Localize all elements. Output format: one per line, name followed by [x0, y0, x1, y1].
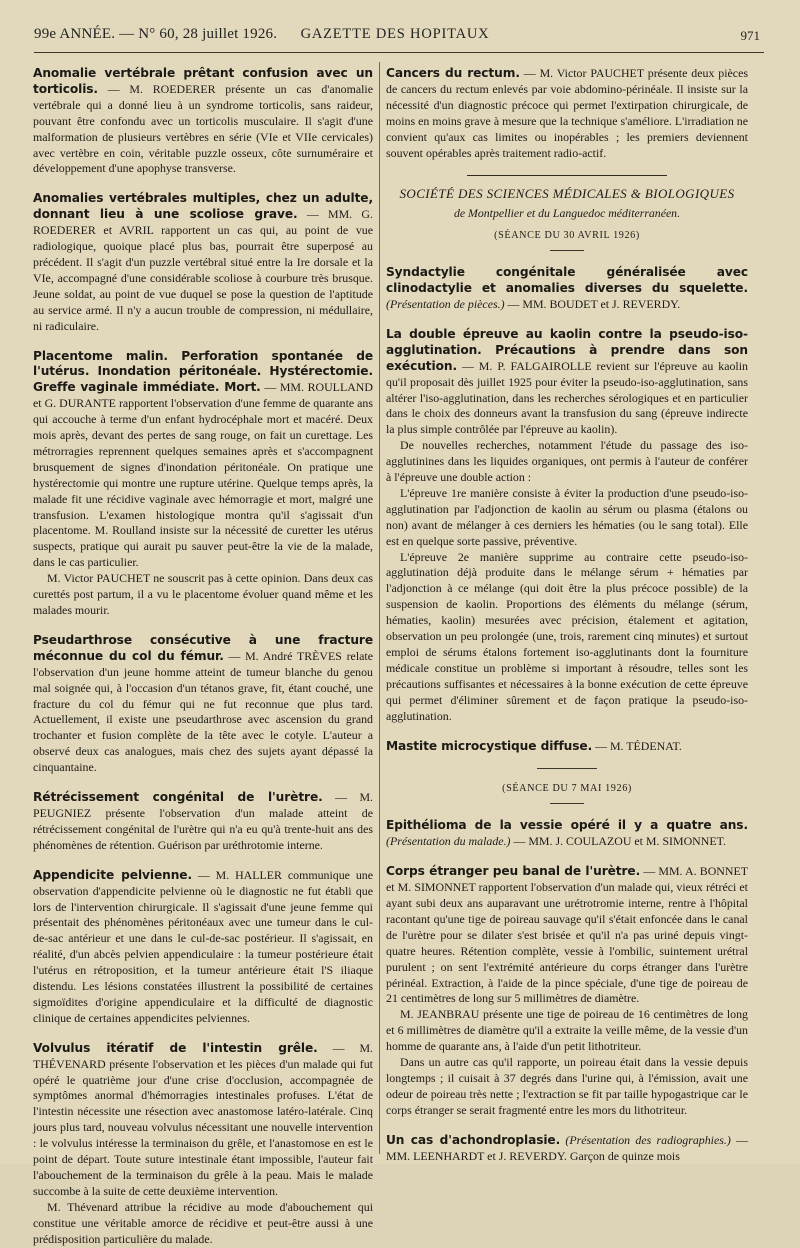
- article-title: Anomalies vertébrales multiples, chez un adulte, donnant lieu à une scoliose grave.: [33, 191, 373, 222]
- paragraph-text: Dans un autre cas qu'il rapporte, un poireau était dans la vessie depuis longtemps ; il cuisait à 37 degrés dans l'urine qui, à l'émission, avait une odeur de poireau très nette ; l'extraction se fit par taille hypogastrique car le corps étranger se serait fragmenté entre les mors du lithotriteur.: [386, 1055, 748, 1117]
- paragraph-text: M. JEANBRAU présente une tige de poireau de 16 centimètres de long et 6 millimètres de diamètre qu'il a extraite la veille même, de la vessie d'un homme de quarante ans, à l'aide d'un petit lithotriteur.: [386, 1007, 748, 1054]
- article-paragraph: [33, 1200, 373, 1248]
- article-paragraph: [386, 1055, 748, 1119]
- paragraph-text: — M. HALLER communique une observation d'appendicite pelvienne où le diagnostic ne fut établi que lors de l'intervention chirurgicale. Il s'agissait d'une jeune femme qui présentait des phénomènes péritonéaux avec une tumeur dans le cul-de-sac antérieur et une dans le cul-de-sac postérieur. Il s'agissait, en réalité, d'un abcès pelvien appendiculaire : la tumeur postérieure était l'utérus en rétroposition, et la tumeur antérieure était l'S iliaque distendu. Les lésions constatées illustrent la possibilité de certaines sigmoïdites d'origine appendiculaire et la difficulté de diagnostic clinique de certaines appendicites pelviennes.: [33, 867, 373, 1025]
- article: [386, 1133, 748, 1165]
- journal-title: GAZETTE DES HOPITAUX: [300, 26, 490, 42]
- paragraph-text: — M. André TRÈVES relate l'observation d'un jeune homme atteint de tumeur blanche du genou mal soignée qui, à l'occasion d'un tétanos grave, fit, étant couché, une fracture du col du fémur qui ne fut reconnue que plus tard. Actuellement, il existe une pseudarthrose avec ascension du grand trochanter et fusion complète de la tête avec le cotyle. L'auteur a observé deux cas analogues, mais chez des sujets ayant dépassé la cinquantaine.: [33, 648, 373, 775]
- article-paragraph: [33, 66, 373, 177]
- article-paragraph: [386, 550, 748, 725]
- rectum-article-block: [386, 66, 748, 161]
- article-note: (Présentation du malade.): [386, 834, 511, 849]
- paragraph-text: — MM. ROULLAND et G. DURANTE rapportent l'observation d'une femme de quarante ans qui accouche à terme d'un enfant hydrocéphale mort et macéré. Deux mois après, devant des pertes de sang rouge, on fait un curettage. Les métrorragies reprennent quelques semaines après et s'accompagnent brusquement de signes d'inondation péritonéale. On pratique une hystérectomie qui montre une rupture utérine. Quelque temps après, la malade fit une récidive vaginale avec hémorragie et mort, malgré une transfusion. L'examen histologique montra qu'il s'agissait d'un placentome. M. Roulland insiste sur la nécessité de curetter les utérus suspects, pratique qui aurait pu sauver peut-être la vie de la malade, dans le cas particulier.: [33, 380, 373, 570]
- article-paragraph: [386, 66, 748, 161]
- article-paragraph: [386, 739, 748, 755]
- article-note: (Présentation des radiographies.): [565, 1132, 731, 1147]
- article: [33, 349, 373, 619]
- paragraph-text: — M. THÉVENARD présente l'observation et les pièces d'un malade qui fut opéré le quatrième jour d'une crise d'occlusion, accompagnée de symptômes anormal d'hémorragies intestinales profuses. L'état de l'intestin nécessite une résection avec anastomose latéro-latérale. Cinq jours plus tard, nouveau volvulus nécessitant une nouvelle intervention : le volvulus intéresse la terminaison du grêle, et l'anastomose en est le point de départ. Toute suture intestinale étant impossible, l'auteur fait l'abouchement de la terminaison du grêle à la peau. Mais le malade succombe à la suite de cette deuxième intervention.: [33, 1040, 373, 1198]
- article-title: Corps étranger peu banal de l'urètre.: [386, 864, 641, 879]
- page-number: 971: [740, 28, 760, 43]
- article: [386, 818, 748, 850]
- article-title: Syndactylie congénitale généralisée avec clinodactylie et anomalies diverses du squelette.: [386, 265, 748, 296]
- right-column: [386, 66, 748, 1163]
- society-header: [386, 175, 748, 222]
- seance-date-2: (SÉANCE DU 7 MAI 1926): [502, 783, 632, 795]
- header-rule: [34, 52, 764, 53]
- article-paragraph: [33, 571, 373, 619]
- article-title: Rétrécissement congénital de l'urètre.: [33, 790, 323, 805]
- article-paragraph: [386, 486, 748, 550]
- society-name: SOCIÉTÉ DES SCIENCES MÉDICALES & BIOLOGIQUES: [399, 186, 735, 202]
- paragraph-text: M. Victor PAUCHET ne souscrit pas à cette opinion. Dans deux cas curettés post partum, il a vu le placentome évoluer quand même et les malades mourir.: [33, 571, 373, 617]
- column-divider: [379, 62, 380, 1154]
- article-paragraph: [33, 349, 373, 572]
- article-paragraph: [386, 818, 748, 850]
- article: [33, 191, 373, 334]
- article-title: La double épreuve au kaolin contre la pseudo-iso-agglutination. Précautions à prendre dans son exécution.: [386, 326, 748, 373]
- paragraph-text: M. Thévenard attribue la récidive au mode d'abouchement qui constitue une véritable amorce de récidive et peut-être aussi à une prédisposition particulière du malade.: [33, 1199, 373, 1246]
- article-title: Anomalie vertébrale prêtant confusion avec un torticolis.: [33, 66, 373, 96]
- paragraph-text: — MM. A. BONNET et M. SIMONNET rapportent l'observation d'un malade qui, vieux rétréci et ayant subi deux ans auparavant une urétrotromie interne, rentre à l'hôpital racontant qu'une tige de poireau sauvage qu'il s'était enfoncée dans le canal de l'urètre pour se dilater s'est brisée et qu'il n'a pas uriné depuis vingt-quatre heures. Rétention complète, vessie à l'ombilic, suintement urétral purulent ; on sent l'extrémité antérieure du corps étranger dans l'urètre périnéal. Extraction, à l'aide de la pince spéciale, d'une tige de poireau de 21 centimètres de long sur 5 millimètres de diamètre.: [386, 864, 748, 1006]
- article-paragraph: [33, 633, 373, 776]
- article-paragraph: [386, 1007, 748, 1055]
- article-paragraph: [386, 265, 748, 313]
- article: [386, 327, 748, 725]
- seance-rule-2: [550, 803, 584, 804]
- article-title: Volvulus itératif de l'intestin grêle.: [33, 1040, 318, 1055]
- page-header: [30, 24, 760, 50]
- article-paragraph: [33, 191, 373, 334]
- paragraph-text: — MM. BOUDET et J. REVERDY.: [507, 296, 681, 311]
- paragraph-text: L'épreuve 2e manière supprime au contraire cette pseudo-iso-agglutination déjà produite dans le mélange sérum + hématies par l'adjonction à ce mélange (qui doit être la plus précoce possible) de la suspension de kaolin. Proportions des éléments du mélange (sérum, hématies, kaolin) mesurées avec précision, étalement et agitation, observation un peu prolongée (une, trois, rarement cinq minutes) et surtout emploi de sérums étalons fortement iso-agglutinants dont la fourniture médicale constitue un problème si important à résoudre, telles sont les précautions suffisantes et nécessaires à la bonne exécution de cette épreuve qui permet d'éliminer sûrement et de façon pratique la pseudo-iso-agglutination.: [386, 549, 748, 723]
- article-title: Appendicite pelvienne.: [33, 867, 192, 882]
- article-title: Cancers du rectum.: [386, 66, 520, 80]
- paragraph-text: — M. ROEDERER présente un cas d'anomalie vertébrale qui a donné lieu à un syndrome torticolis, sans raideur, pouvant être confondu avec un torticolis musculaire. Il s'agit d'une malformation de plusieurs vertèbres en série (VIe et VIIe cervicales) avec vertèbre en coin, véritable puzzle osseux, côte surnuméraire et développement d'une apophyse transverse.: [33, 81, 373, 176]
- paragraph-text: — MM. LEENHARDT et J. REVERDY. Garçon de quinze mois: [386, 1132, 748, 1163]
- paragraph-text: L'épreuve 1re manière consiste à éviter la production d'une pseudo-iso-agglutination par l'adjonction de kaolin au sérum ou plasma (étalons ou non) avant de mélanger à ces derniers les hématies (ou le sang total). Elle est en quelque sorte passive, préventive.: [386, 485, 748, 548]
- article: [33, 1041, 373, 1248]
- paragraph-text: — MM. G. ROEDERER et AVRIL rapportent un cas qui, au point de vue radiologique, quoique placé plus bas, pourrait être superposé au précédent. Il s'agit d'un puzzle vertébral situé entre la Ire dorsale et la VIe, accompagné d'une considérable scoliose à courbure très brusque. Jeune soldat, au point de vue duquel se pose la question de l'aptitude au service armé. Il n'y a aucun trouble de compression, ni médullaire, ni radiculaire.: [33, 207, 373, 333]
- left-column: [33, 66, 373, 1246]
- article: [33, 66, 373, 177]
- seance-1-articles: [386, 265, 748, 754]
- article: [386, 739, 748, 755]
- paragraph-text: — M. P. FALGAIROLLE revient sur l'épreuve au kaolin qu'il proposait dès juillet 1925 pour éviter la pseudo-iso-agglutination, sans altérer l'iso-agglutination, dans les recherches sérologiques et en particulier dans le choix des donneurs avant la transfusion du sang (épreuve indirecte la plus simple contrôlée par l'épreuve au kaolin).: [386, 358, 748, 437]
- article-title: Epithélioma de la vessie opéré il y a quatre ans.: [386, 818, 748, 833]
- article-paragraph: [386, 1133, 748, 1165]
- article: [386, 66, 748, 161]
- article: [386, 864, 748, 1119]
- article-paragraph: [33, 790, 373, 854]
- society-subtitle: de Montpellier et du Languedoc méditerranéen.: [453, 206, 681, 221]
- article: [33, 868, 373, 1027]
- article-paragraph: [386, 327, 748, 438]
- paragraph-text: — MM. J. COULAZOU et M. SIMONNET.: [513, 834, 726, 849]
- article: [33, 790, 373, 854]
- article-title: Placentome malin. Perforation spontanée de l'utérus. Inondation péritonéale. Hystérectomie. Greffe vaginale immédiate. Mort.: [33, 348, 373, 395]
- paragraph-text: — M. Victor PAUCHET présente deux pièces de cancers du rectum enlevés par voie abdomino-périnéale. Il insiste sur la nécessité d'un diagnostic précoce qui permet l'extirpation chirurgicale, de moins en moins grave à mesure que la technique s'améliore. L'irradiation ne convient qu'aux cas limites ou inopérables ; les premiers deviennent souvent opérables après traitement radio-actif.: [386, 66, 748, 160]
- issue-info: 99e ANNÉE. — N° 60, 28 juillet 1926.: [34, 26, 278, 42]
- section-separator: [537, 768, 597, 769]
- article: [386, 265, 748, 313]
- paragraph-text: De nouvelles recherches, notamment l'étude du passage des iso-agglutinines dans les liquides organiques, ont permis à l'auteur de conférer à l'épreuve une double action :: [386, 438, 748, 485]
- seance-rule-1: [550, 250, 584, 251]
- article-paragraph: [386, 438, 748, 486]
- article-title: Un cas d'achondroplasie.: [386, 1132, 561, 1147]
- article-title: Pseudarthrose consécutive à une fracture méconnue du col du fémur.: [33, 632, 373, 663]
- article: [33, 633, 373, 776]
- article-title: Mastite microcystique diffuse.: [386, 738, 593, 753]
- paragraph-text: — M. PEUGNIEZ présente l'observation d'un malade atteint de rétrécissement congénital de l'urètre qui n'a eu qu'à trente-huit ans des phénomènes de rétention. Guérison par uréthrotomie interne.: [33, 790, 373, 852]
- article-note: (Présentation de pièces.): [386, 296, 505, 311]
- article-paragraph: [386, 864, 748, 1007]
- society-rule: [467, 175, 667, 176]
- seance-date-1: (SÉANCE DU 30 AVRIL 1926): [494, 230, 640, 242]
- paragraph-text: — M. TÉDENAT.: [595, 738, 682, 753]
- article-paragraph: [33, 868, 373, 1027]
- seance-2-articles: [386, 818, 748, 1164]
- article-paragraph: [33, 1041, 373, 1200]
